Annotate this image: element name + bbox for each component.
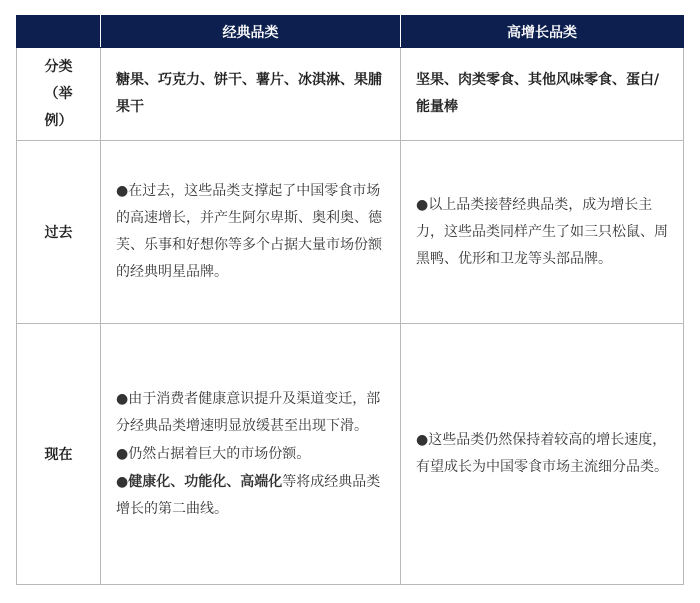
row-label-category: 分类（举例） — [17, 48, 101, 141]
cell-growth-now: ●这些品类仍然保持着较高的增长速度，有望成长为中国零食市场主流细分品类。 — [401, 324, 684, 585]
row-label-past: 过去 — [17, 141, 101, 324]
cell-classic-category: 糖果、巧克力、饼干、薯片、冰淇淋、果脯果干 — [101, 48, 401, 141]
classic-now-suffix: 等将成经典品类增长的第二曲线。 — [116, 473, 381, 517]
classic-now-point-2: ●仍然占据着巨大的市场份额。 — [116, 445, 311, 462]
header-row — [17, 16, 684, 48]
cell-growth-past: ●以上品类接替经典品类，成为增长主力，这些品类同样产生了如三只松鼠、周黑鸭、优形和卫龙等头部品牌。 — [401, 141, 684, 324]
table-row — [17, 141, 684, 324]
classic-now-bold-prefix: ●健康化、功能化、高端化 — [116, 473, 283, 490]
comparison-table — [16, 15, 684, 585]
row-label-now: 现在 — [17, 324, 101, 585]
classic-now-point-1: ●由于消费者健康意识提升及渠道变迁，部分经典品类增速明显放缓甚至出现下滑。 — [116, 390, 381, 434]
table-row — [17, 48, 684, 141]
cell-growth-category: 坚果、肉类零食、其他风味零食、蛋白/能量棒 — [401, 48, 684, 141]
cell-classic-now — [101, 324, 401, 585]
cell-classic-past: ●在过去，这些品类支撑起了中国零食市场的高速增长，并产生阿尔卑斯、奥利奥、德芙、乐事和好想你等多个占据大量市场份额的经典明星品牌。 — [101, 141, 401, 324]
classic-now-point-3 — [116, 469, 386, 523]
header-growth: 高增长品类 — [401, 16, 684, 48]
table-row — [17, 324, 684, 585]
header-corner — [17, 16, 101, 48]
header-classic: 经典品类 — [101, 16, 401, 48]
